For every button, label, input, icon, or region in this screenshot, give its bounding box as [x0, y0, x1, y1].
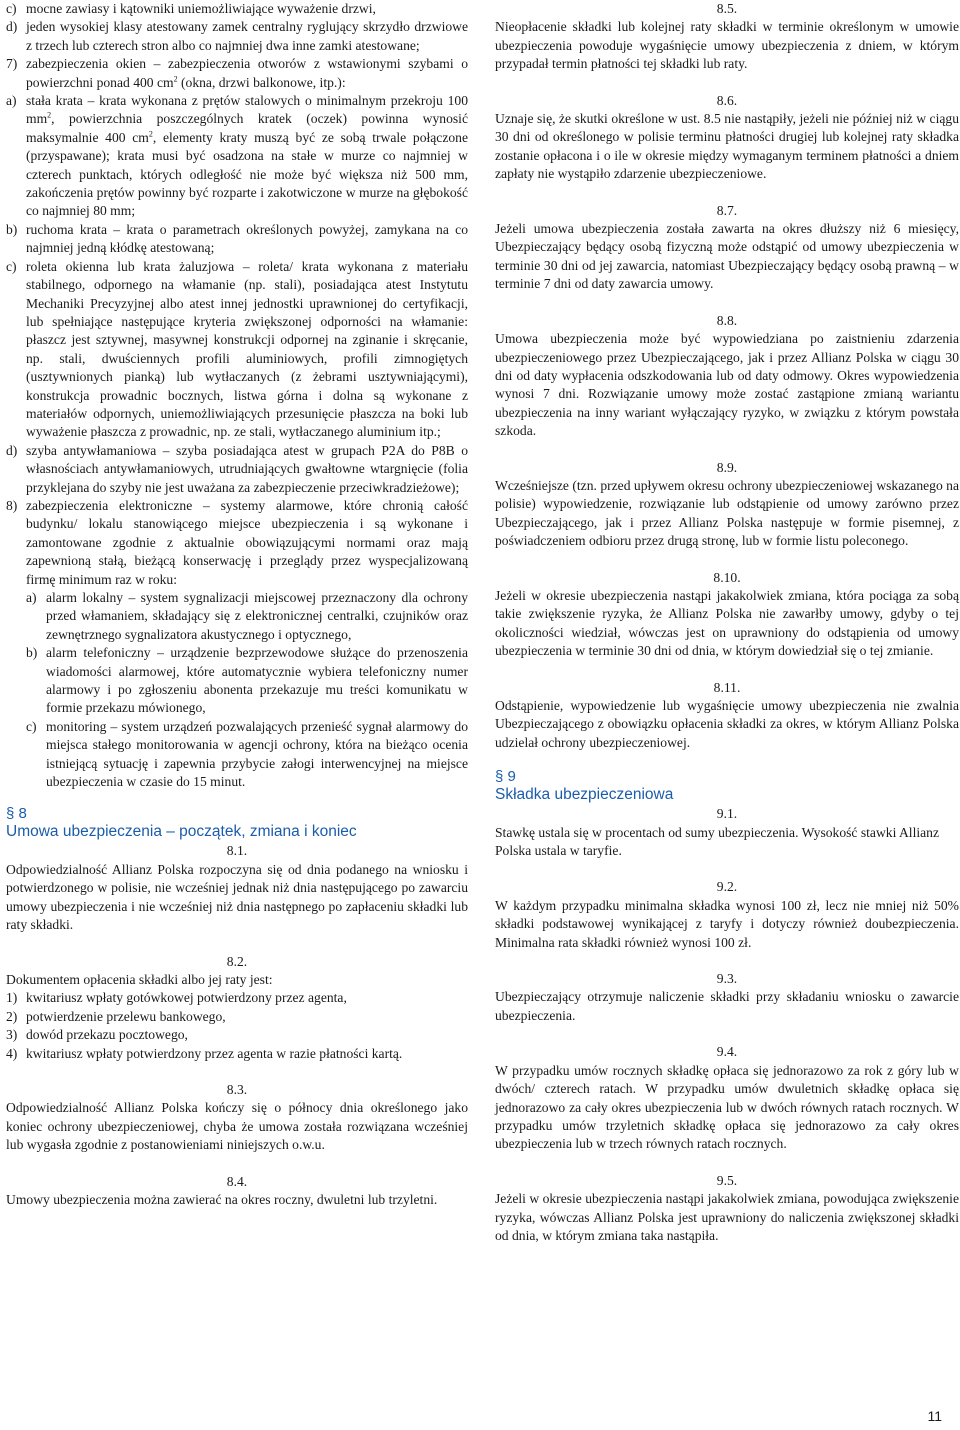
list-item	[6, 718, 468, 792]
list-marker: b)	[26, 645, 38, 661]
list-text: ruchoma krata – krata o parametrach określonych powyżej, zamykana na co najmniej jedną kłódkę atestowaną;	[26, 221, 468, 256]
list-text: szyba antywłamaniowa – szyba posiadająca atest w grupach P2A do P8B o własnościach antywłamaniowych, utrudniających gwałtowne wtargnięcie (folia przyklejana do szyby nie jest uważana za zabezpieczenie przeciwkradzieżowe);	[26, 442, 468, 495]
clause-text: Odstąpienie, wypowiedzenie lub wygaśnięcie umowy ubezpieczenia nie zwalnia Ubezpieczającego z obowiązku opłacenia składki za okres, w którym Allianz Polska udzielał ochrony ubezpieczeniowej.	[495, 698, 959, 750]
section-title: Umowa ubezpieczenia – początek, zmiana i koniec	[6, 823, 357, 841]
list-marker: 4)	[6, 1045, 18, 1061]
clause-text: Dokumentem opłacenia składki albo jej raty jest:	[6, 971, 273, 987]
clause-number: 8.9.	[716, 459, 738, 475]
clause-text: Jeżeli umowa ubezpieczenia została zawarta na okres dłuższy niż 6 miesięcy, Ubezpieczający będący osobą fizyczną może odstąpić od umowy ubezpieczenia w terminie 30 dni od jej zawarcia, natomiast Ubezpieczający będący osobą prawną – w terminie 7 dni od daty zawarcia umowy.	[495, 221, 959, 292]
list-marker: 3)	[6, 1027, 18, 1043]
list-item	[6, 1008, 468, 1026]
list-item	[6, 55, 468, 92]
clause-text: W przypadku umów rocznych składkę opłaca się jednorazowo za rok z góry lub w dwóch/ czterech ratach. W przypadku umów dwuletnich składkę opłaca się jednorazowo za cały okres ubezpieczenia lub w dwóch równych ratach rocznych. W przypadku umów trzyletnich składkę opłaca się jednorazowo za cały okres ubezpieczenia lub w trzech równych ratach rocznych.	[495, 1062, 959, 1152]
right-column	[495, 0, 959, 1245]
clause-number: 8.3.	[226, 1081, 248, 1097]
list-marker: 7)	[6, 56, 18, 72]
clause-number: 9.5.	[716, 1172, 738, 1188]
section-number: § 8	[6, 805, 27, 823]
clause-text: Ubezpieczający otrzymuje naliczenie składki przy składaniu wniosku o zawarcie ubezpieczenia.	[495, 989, 959, 1023]
list-marker: 8)	[6, 497, 18, 513]
list-item	[6, 1045, 468, 1063]
left-column	[6, 0, 468, 1209]
clause-number: 8.10.	[713, 569, 741, 585]
list-marker: d)	[6, 19, 18, 35]
clause-text: Stawkę ustala się w procentach od sumy ubezpieczenia. Wysokość stawki Allianz Polska ustala w taryfie.	[495, 824, 939, 859]
list-text: dowód przekazu pocztowego,	[26, 1027, 188, 1043]
section-title: Składka ubezpieczeniowa	[495, 786, 674, 804]
list-marker: 1)	[6, 990, 18, 1006]
list-item	[6, 18, 468, 55]
list-item	[6, 92, 468, 221]
list-text: stała krata – krata wykonana z prętów stalowych o minimalnym przekroju 100 $mm^2$, powierzchnia poszczególnych kratek (oczek) powinna wynosić maksymalnie 400 $cm^2$, elementy kraty muszą być ze sobą trwale połączone (przyspawane); krata musi być osadzona na stałe w murze co najmniej w czterech punktach, których odległość nie może być większa niż 500 mm, zakończenia prętów powinny być rozparte i zakotwiczone w murze na głębokość co najmniej 80 mm;	[26, 93, 468, 219]
clause-number: 9.2.	[716, 879, 738, 895]
list-text: monitoring – system urządzeń pozwalających przenieść sygnał alarmowy do miejsca stałego monitorowania w agencji ochrony, która na bieżąco ocenia istniejącą sytuację i zapewnia przybycie załogi interwencyjnej na miejsce ubezpieczenia w czasie do 15 minut.	[46, 718, 468, 790]
list-text: alarm lokalny – system sygnalizacji miejscowej przeznaczony dla ochrony przed włamaniem, składający się z elektronicznej centralki, czujników oraz zewnętrznego sygnalizatora akustycznego i optycznego,	[46, 590, 468, 642]
list-text: zabezpieczenia okien – zabezpieczenia otworów z wstawionymi szybami o powierzchni ponad 400 $cm^2$ (okna, drzwi balkonowe, itp.):	[26, 56, 468, 90]
list-item	[6, 497, 468, 589]
list-item	[6, 1026, 468, 1044]
clause-text: Odpowiedzialność Allianz Polska rozpoczyna się od dnia podanego na wniosku i potwierdzonego w polisie, nie wcześniej jednak niż dnia następującego po zawarciu umowy ubezpieczenia i nie wcześniej niż dnia następnego po zapłaceniu składki lub raty składki.	[6, 861, 468, 933]
clause-text: Umowy ubezpieczenia można zawierać na okres roczny, dwuletni lub trzyletni.	[6, 1191, 438, 1207]
clause-number: 8.11.	[713, 679, 741, 695]
clause-text: Uznaje się, że skutki określone w ust. 8.5 nie nastąpiły, jeżeli nie później niż w ciągu 30 dni od określonego w polisie terminu płatności drugiej lub kolejnej raty składka zostanie opłacona i o ile w okresie między wymaganym terminem płatności a dniem zapłaty nie wystąpiło zdarzenie ubezpieczeniowe.	[495, 111, 959, 182]
list-item	[6, 258, 468, 442]
clause-text: Wcześniejsze (tzn. przed upływem okresu ochrony ubezpieczeniowej wskazanego na polisie) wypowiedzenie, rozwiązanie lub odstąpienie od umowy zarówno przez Ubezpieczającego, jak i przez Allianz Polska następuje w formie pisemnej, z poświadczeniem odbioru przez drugą stronę, lub w formie listu poleconego.	[495, 477, 959, 549]
list-item	[6, 221, 468, 258]
clause-number: 8.2.	[226, 953, 248, 969]
list-marker: a)	[26, 590, 37, 605]
list-text: zabezpieczenia elektroniczne – systemy alarmowe, które chronią całość budynku/ lokalu stanowiącego miejsce ubezpieczenia i są wykonane i zamontowane zgodnie z aktualnie obowiązującymi normami oraz mają zapewnioną stałą, bieżącą konserwację i przeglądy przez wyspecjalizowaną firmę minimum raz w roku:	[26, 497, 468, 587]
clause-text: Odpowiedzialność Allianz Polska kończy się o północy dnia określonego jako koniec ochrony ubezpieczeniowej, chyba że umowa została rozwiązana wcześniej lub wygasła zgodnie z postanowieniami niniejszych o.w.u.	[6, 1100, 468, 1153]
list-marker: 2)	[6, 1008, 18, 1024]
page-number: 11	[927, 1408, 942, 1424]
clause-text: Nieopłacenie składki lub kolejnej raty składki w terminie określonym w umowie ubezpieczenia powoduje wygaśnięcie umowy ubezpieczenia z dniem, w którym przypadał termin płatności tej składki lub raty.	[495, 19, 959, 72]
clause-text: Umowa ubezpieczenia może być wypowiedziana po zaistnieniu zdarzenia ubezpieczeniowego przez Ubezpieczającego, jak i przez Allianz Polska w ciągu 30 dni od daty wypłacenia odszkodowania lub od daty odmowy. Okres wypowiedzenia wynosi 7 dni. Rozwiązanie umowy może zostać zastąpione zmianą wariantu ubezpieczenia na inny wariant wyłączający ryzyko, w związku z którym powstała szkoda.	[495, 331, 959, 439]
list-marker: c)	[26, 718, 37, 734]
list-item	[6, 989, 468, 1007]
list-marker: d)	[6, 442, 18, 458]
clause-number: 9.1.	[716, 806, 738, 822]
list-marker: a)	[6, 93, 17, 109]
list-text: roleta okienna lub krata żaluzjowa – roleta/ krata wykonana z materiału stabilnego, odpornego na włamanie (np. stali), posiadająca atest Instytutu Mechaniki Precyzyjnej albo atest innej jednostki uprawnionej do certyfikacji, lub spełniające następujące kryteria zwiększonej odporności na włamanie: płaszcz jest sztywnej, masywnej konstrukcji odpornej na zginanie i skręcanie, np. stali, dwuściennych profili aluminiowych, profili zimnogiętych (usztywnionych pianką) lub wytłaczanych (z żebrami usztywniającymi), konstrukcja prowadnic bocznych, listwa górna i dolna są wykonane z materiałów odpornych, uniemożliwiających przesunięcie płaszcza na boki lub wyważenie płaszcza z prowadnic, np. ze stali, wytłaczanego aluminium itp.;	[26, 258, 468, 440]
list-text: mocne zawiasy i kątowniki uniemożliwiające wyważenie drzwi,	[26, 1, 376, 16]
section-heading	[495, 768, 959, 805]
clause-number: 8.6.	[716, 92, 738, 108]
list-item	[6, 442, 468, 497]
clause-text: Jeżeli w okresie ubezpieczenia nastąpi jakakolwiek zmiana, powodująca zwiększenie ryzyka, wówczas Allianz Polska jest uprawniony do naliczenia zwiększonej składki od dnia, w którym zmiana taka nastąpiła.	[495, 1191, 959, 1243]
clause-text: W każdym przypadku minimalna składka wynosi 100 zł, lecz nie mniej niż 50% składki podstawowej wynikającej z taryfy i dotyczy również doubezpieczenia. Minimalna rata składki również wynosi 100 zł.	[495, 897, 959, 950]
list-marker: c)	[6, 258, 17, 274]
clause-number: 8.8.	[716, 312, 738, 328]
list-marker: b)	[6, 221, 18, 237]
list-item	[6, 644, 468, 718]
clause-number: 8.7.	[716, 202, 738, 218]
list-item	[6, 0, 468, 18]
list-text: alarm telefoniczny – urządzenie bezprzewodowe służące do przenoszenia wiadomości alarmowej, które automatycznie wybiera telefoniczny numer alarmowy i po zgłoszeniu abonenta przekazuje mu treści komunikatu w formie przekazu mówionego,	[46, 645, 468, 716]
list-text: potwierdzenie przelewu bankowego,	[26, 1008, 226, 1024]
clause-text: Jeżeli w okresie ubezpieczenia nastąpi jakakolwiek zmiana, która pociąga za sobą takie zwiększenie ryzyka, że Allianz Polska nie zawarłby umowy, gdyby o tej okoliczności wiedział, wówczas jest on uprawniony do odstąpienia od umowy ubezpieczenia w terminie 30 dni od dnia, w którym dowiedział się o tej zmianie.	[495, 587, 959, 659]
clause-number: 8.4.	[226, 1173, 248, 1189]
list-item	[6, 589, 468, 644]
list-text: kwitariusz wpłaty potwierdzony przez agenta w razie płatności kartą.	[26, 1045, 403, 1061]
clause-number: 9.3.	[716, 971, 738, 987]
clause-number: 8.5.	[716, 1, 738, 16]
section-number: § 9	[495, 768, 516, 786]
clause-number: 9.4.	[716, 1044, 738, 1060]
list-marker: c)	[6, 1, 17, 16]
list-text: kwitariusz wpłaty gotówkowej potwierdzony przez agenta,	[26, 990, 347, 1006]
list-text: jeden wysokiej klasy atestowany zamek centralny ryglujący skrzydło drzwiowe z trzech lub czterech stron albo co najmniej dwa inne zamki atestowane;	[26, 19, 468, 53]
section-heading	[6, 805, 468, 842]
clause-number: 8.1.	[226, 843, 248, 859]
